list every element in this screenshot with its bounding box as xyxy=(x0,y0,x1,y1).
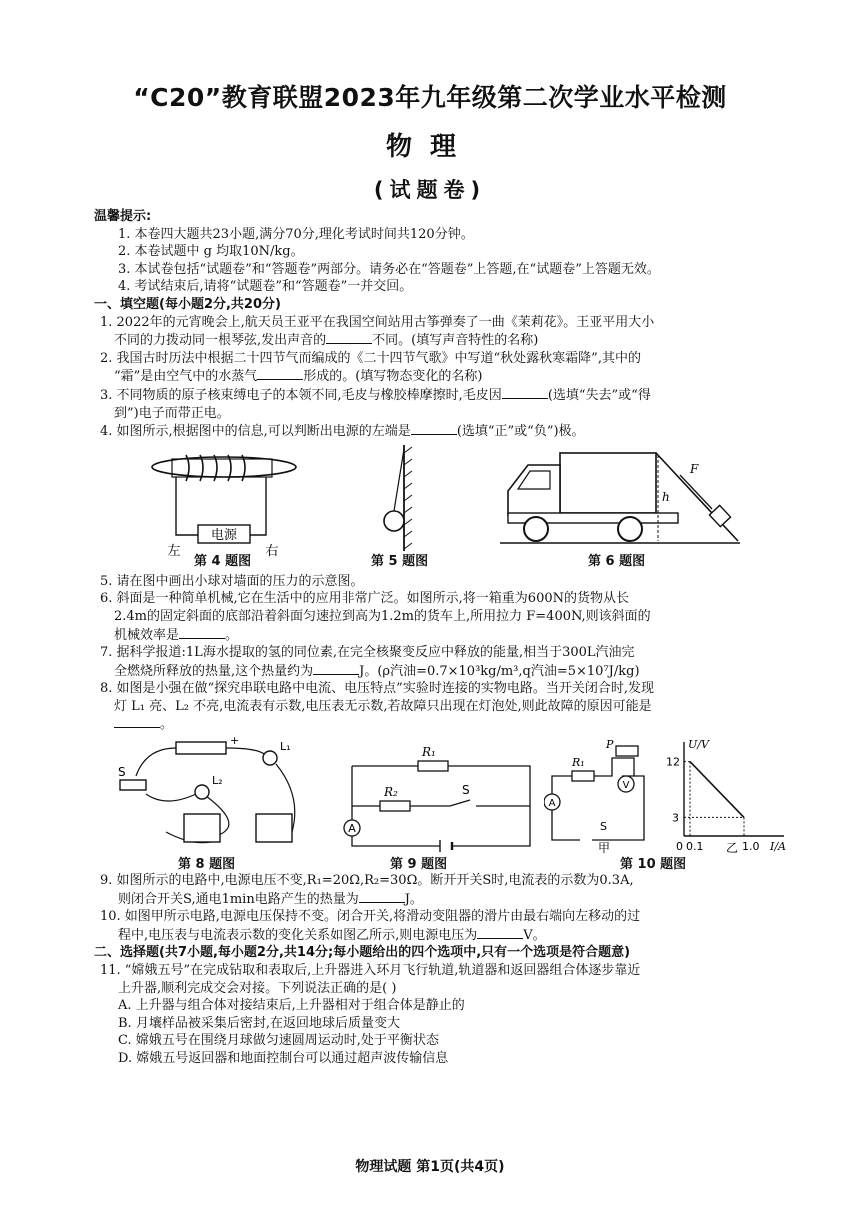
fig10a-wires xyxy=(552,758,644,840)
fig4-caption: 第 4 题图 xyxy=(194,553,252,569)
q3-line2: 到”)电子而带正电。 xyxy=(114,405,230,421)
fig8-l1 xyxy=(263,751,277,765)
section2-heading: 二、选择题(共7小题,每小题2分,共14分;每小题给出的四个选项中,只有一个选项是符合题意) xyxy=(94,945,631,961)
q6-blank[interactable] xyxy=(179,626,225,639)
fig9-caption: 第 9 题图 xyxy=(390,857,448,873)
fig8-s-label: S xyxy=(118,765,126,780)
q11-line1: 11. “嫦娥五号”在完成钻取和表取后,上升器进入环月飞行轨道,轨道器和返回器组合体逐步靠近 xyxy=(100,963,641,979)
fig8-l2 xyxy=(195,785,209,799)
fig9-r2 xyxy=(380,801,410,811)
q11-option-d[interactable]: D. 嫦娥五号返回器和地面控制台可以通过超声波传输信息 xyxy=(118,1051,449,1066)
q7-line1: 7. 据科学报道:1L海水提取的氢的同位素,在完全核聚变反应中释放的能量,相当于300L汽油完 xyxy=(100,645,635,661)
fig6-wheel-rear xyxy=(618,517,642,541)
paper-type: (试题卷) xyxy=(373,178,487,202)
q5-line: 5. 请在图中画出小球对墙面的压力的示意图。 xyxy=(100,573,364,589)
fig4-source-label: 电源 xyxy=(210,527,238,543)
tips-heading: 温馨提示: xyxy=(94,209,152,224)
q1-line1: 1. 2022年的元宵晚会上,航天员王亚平在我国空间站用古筝弹奏了一曲《茉莉花》。王亚平用大小 xyxy=(100,314,655,330)
figure-row-2 xyxy=(100,734,800,872)
q2-line1: 2. 我国古时历法中根据二十四节气而编成的《二十四节气歌》中写道“秋处露秋寒霜降”,其中的 xyxy=(100,350,641,366)
fig8-l2-label: L₂ xyxy=(212,774,223,788)
fig10a-r1-label: R₁ xyxy=(572,756,585,770)
q7-line2 xyxy=(100,662,800,681)
fig5-ball xyxy=(384,511,404,531)
fig4-ring xyxy=(152,457,296,477)
q8-line2: 灯 L₁ 亮、L₂ 不亮,电流表有示数,电压表无示数,若故障只出现在灯泡处,则此故障的原因可能是 xyxy=(114,698,652,714)
tip-3: 3. 本试卷包括“试题卷”和“答题卷”两部分。请务必在“答题卷”上答题,在“试题卷”上答题无效。 xyxy=(118,261,660,277)
fig8-plus: + xyxy=(230,736,240,748)
fig10b-xtick-01: 0.1 xyxy=(686,840,704,854)
fig10a-v-label: V xyxy=(622,780,630,792)
q6-line1: 6. 斜面是一种简单机械,它在生活中的应用非常广泛。如图所示,将一箱重为600N的货物从长 xyxy=(100,591,629,607)
fig4-right-label: 右 xyxy=(265,543,279,559)
q2-line2 xyxy=(100,367,800,386)
q11-line2: 上升器,顺利完成交会对接。下列说法正确的是( ) xyxy=(118,980,397,996)
q8-text-a: 。 xyxy=(160,717,174,733)
fig6-caption: 第 6 题图 xyxy=(588,553,646,569)
fig10a-p-label: P xyxy=(606,738,614,752)
q1-text-b: 不同。(填写声音特性的名称) xyxy=(372,333,539,349)
fig6-cab xyxy=(508,465,560,515)
fig9-s-label: S xyxy=(462,783,470,798)
page-footer: 物理试题 第1页(共4页) xyxy=(355,1159,505,1175)
fig8-battery xyxy=(176,742,226,754)
q4-blank[interactable] xyxy=(411,422,457,435)
figure-6 xyxy=(500,443,750,553)
q8-line3 xyxy=(100,715,800,734)
figure-9 xyxy=(340,736,540,854)
q4-text-b: (选填“正”或“负”)极。 xyxy=(456,424,585,440)
q6-text-a: 机械效率是 xyxy=(114,627,180,643)
q7-text-b: J。(ρ汽油=0.7×10³kg/m³,q汽油=5×10⁷J/kg) xyxy=(359,663,640,679)
q10-line1: 10. 如图甲所示电路,电源电压保持不变。闭合开关,将滑动变阻器的滑片由最右端向左移动的过 xyxy=(100,909,641,925)
q3-blank[interactable] xyxy=(502,386,548,399)
q2-blank[interactable] xyxy=(257,367,303,380)
fig8-l1-label: L₁ xyxy=(280,740,291,754)
fig10a-r1 xyxy=(572,771,594,781)
fig6-truck-body xyxy=(560,453,656,513)
fig9-r1 xyxy=(418,761,448,771)
exam-body xyxy=(94,208,800,1068)
tip-4: 4. 考试结束后,请将“试题卷”和“答题卷”一并交回。 xyxy=(118,279,413,295)
fig5-string xyxy=(394,449,404,511)
fig10b-xlabel: I/A xyxy=(770,840,786,854)
q3-text-a: 3. 不同物质的原子核束缚电子的本领不同,毛皮与橡胶棒摩擦时,毛皮因 xyxy=(100,387,502,403)
q9-line2 xyxy=(100,890,800,909)
q10-blank[interactable] xyxy=(477,926,523,939)
q9-text-b: J。 xyxy=(404,891,423,907)
q6-line3 xyxy=(100,626,800,645)
fig10a-rheostat xyxy=(616,746,638,756)
figure-10b-chart xyxy=(654,736,804,854)
fig9-r2-label: R₂ xyxy=(384,785,398,800)
figure-5 xyxy=(374,443,434,553)
q9-line1: 9. 如图所示的电路中,电源电压不变,R₁=20Ω,R₂=30Ω。断开开关S时,电流表的示数为0.3A, xyxy=(100,873,634,889)
fig10b-xtick-10: 1.0 xyxy=(742,840,760,854)
fig10a-a-label: A xyxy=(548,798,556,810)
tip-2: 2. 本卷试题中 g 均取10N/kg。 xyxy=(118,244,304,260)
figure-8 xyxy=(106,736,306,854)
q3-line1 xyxy=(100,386,800,405)
fig10b-ylabel: U/V xyxy=(688,738,709,752)
q1-line2 xyxy=(100,331,800,350)
fig8-switch xyxy=(120,780,146,790)
q9-text-a: 则闭合开关S,通电1min电路产生的热量为 xyxy=(118,891,359,907)
fig10a-s-label: S xyxy=(600,820,607,834)
q10-line2 xyxy=(100,926,800,945)
q7-blank[interactable] xyxy=(313,662,359,675)
figure-row-1 xyxy=(100,441,800,573)
fig5-caption: 第 5 题图 xyxy=(371,553,429,569)
q2-text-a: “霜”是由空气中的水蒸气 xyxy=(114,369,258,385)
q11-option-a[interactable]: A. 上升器与组合体对接结束后,上升器相对于组合体是静止的 xyxy=(118,998,465,1014)
q2-text-b: 形成的。(填写物态变化的名称) xyxy=(303,369,483,385)
fig8-voltmeter xyxy=(184,814,220,842)
exam-subject: 物理 xyxy=(385,132,474,162)
fig8-ammeter xyxy=(256,814,292,842)
tip-1: 1. 本卷四大题共23小题,满分70分,理化考试时间共120分钟。 xyxy=(118,226,474,242)
fig10-caption: 第 10 题图 xyxy=(620,857,687,873)
q4-line xyxy=(100,422,800,441)
fig4-core xyxy=(172,459,272,477)
q8-blank[interactable] xyxy=(114,715,160,728)
fig10b-yi-label: 乙 xyxy=(726,841,739,855)
q6-text-b: 。 xyxy=(225,627,239,643)
q8-line1: 8. 如图是小强在做“探究串联电路中电流、电压特点”实验时连接的实物电路。当开关闭合时,发现 xyxy=(100,681,654,697)
fig9-inner-wire xyxy=(352,800,530,806)
fig10b-series-line xyxy=(690,762,744,818)
fig6-force-label: F xyxy=(690,461,699,476)
q9-blank[interactable] xyxy=(359,890,405,903)
q1-blank[interactable] xyxy=(326,331,372,344)
figure-4 xyxy=(146,445,316,565)
fig10b-xtick-0: 0 xyxy=(676,840,683,854)
fig10a-jia-label: 甲 xyxy=(598,841,611,855)
fig9-r1-label: R₁ xyxy=(422,745,436,760)
fig9-a-label: A xyxy=(348,822,356,836)
fig6-wheel-front xyxy=(524,517,548,541)
q3-text-b: (选填“失去”或“得 xyxy=(547,387,651,403)
exam-title: “C20”教育联盟2023年九年级第二次学业水平检测 xyxy=(133,83,727,112)
fig5-hatch xyxy=(404,447,412,549)
fig6-box xyxy=(709,505,730,526)
q7-text-a: 全燃烧所释放的热量,这个热量约为 xyxy=(114,663,314,679)
q4-text-a: 4. 如图所示,根据图中的信息,可以判断出电源的左端是 xyxy=(100,424,411,440)
fig10b-ytick-12: 12 xyxy=(666,755,680,769)
figure-10a xyxy=(544,736,654,854)
q11-option-b[interactable]: B. 月壤样品被采集后密封,在返回地球后质量变大 xyxy=(118,1015,400,1031)
fig4-left-label: 左 xyxy=(167,543,181,559)
q10-text-b: V。 xyxy=(523,927,546,943)
q11-option-c[interactable]: C. 嫦娥五号在围绕月球做匀速圆周运动时,处于平衡状态 xyxy=(118,1033,439,1049)
fig10b-ytick-3: 3 xyxy=(672,811,679,825)
q1-text-a: 不同的力拨动同一根琴弦,发出声音的 xyxy=(114,333,327,349)
q10-text-a: 程中,电压表与电流表示数的变化关系如图乙所示,则电源电压为 xyxy=(118,927,478,943)
fig8-caption: 第 8 题图 xyxy=(178,857,236,873)
fig6-force-arrow xyxy=(680,475,712,509)
fig6-height-label: h xyxy=(662,489,670,504)
section1-heading: 一、填空题(每小题2分,共20分) xyxy=(94,296,281,312)
q6-line2: 2.4m的固定斜面的底部沿着斜面匀速拉到高为1.2m的货车上,所用拉力 F=400N,则该斜面的 xyxy=(114,608,651,624)
